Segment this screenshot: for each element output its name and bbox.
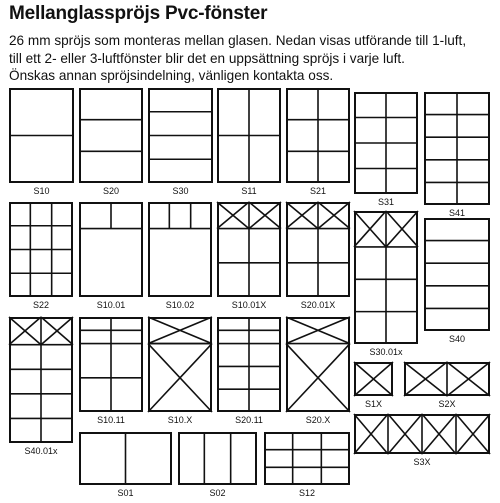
window-frame: [149, 318, 211, 411]
sprojs-panel: [9, 202, 73, 297]
panel-label: S12: [298, 488, 316, 498]
sprojs-diagram: [217, 317, 281, 412]
window-frame: [265, 433, 349, 484]
window-frame: [80, 89, 142, 182]
panel-label: S11: [241, 186, 257, 196]
sprojs-diagram: [148, 317, 212, 412]
sprojs-diagram: [79, 88, 143, 183]
panel-label: S20.X: [305, 415, 331, 425]
sprojs-diagram: [286, 317, 350, 412]
panel-label: S20.01X: [300, 300, 336, 310]
sprojs-panel: [424, 218, 490, 331]
intro-line-2: till ett 2- eller 3-luftfönster blir det en uppsättning spröjs i varje luft.: [9, 50, 405, 66]
panel-label: S2X: [438, 399, 456, 409]
panel-label: S02: [209, 488, 226, 498]
window-frame: [149, 203, 211, 296]
panel-label: S10.02: [165, 300, 195, 310]
sprojs-diagram: [148, 202, 212, 297]
panel-label: S10.01X: [231, 300, 267, 310]
window-frame: [287, 318, 349, 411]
sprojs-diagram: [404, 362, 490, 396]
panel-label: S20.11: [235, 415, 263, 425]
sprojs-panel: [217, 88, 281, 183]
intro-line-1: 26 mm spröjs som monteras mellan glasen. Nedan visas utförande till 1-luft,: [9, 33, 467, 48]
panel-label: S22: [32, 300, 50, 310]
page-title: Mellanglasspröjs Pvc-fönster: [9, 3, 268, 24]
sprojs-panel: [79, 317, 143, 412]
sprojs-diagram: [217, 202, 281, 297]
sprojs-panel: [264, 432, 350, 485]
panel-label: S30.01x: [369, 347, 403, 357]
sprojs-panel: [354, 211, 418, 344]
sprojs-panel: [217, 202, 281, 297]
sprojs-panel: [79, 88, 143, 183]
sprojs-panel: [79, 202, 143, 297]
panel-label: S21: [309, 186, 327, 196]
sprojs-panel: [9, 88, 74, 183]
sprojs-diagram: [148, 88, 213, 183]
sprojs-panel: [286, 88, 350, 183]
sprojs-panel: [217, 317, 281, 412]
sprojs-panel: [424, 92, 490, 205]
panel-label: S10: [33, 186, 50, 196]
sprojs-diagram: [79, 432, 172, 485]
sprojs-diagram: [286, 202, 350, 297]
sprojs-panel: [354, 92, 418, 194]
sprojs-panel: [286, 202, 350, 297]
window-frame: [179, 433, 256, 484]
panel-label: S10.X: [167, 415, 193, 425]
panel-label: S1X: [364, 399, 383, 409]
intro-line-3: Önskas annan spröjsindelning, vänligen kontakta oss.: [9, 68, 334, 83]
sprojs-panel: [404, 362, 490, 396]
panel-label: S31: [377, 197, 395, 207]
sprojs-panel: [354, 414, 490, 454]
sprojs-diagram: [354, 362, 393, 396]
sprojs-diagram: [9, 88, 74, 183]
panel-label: S30: [172, 186, 189, 196]
sprojs-panel: [9, 317, 73, 443]
sprojs-panel: [79, 432, 172, 485]
panel-label: S10.01: [96, 300, 126, 310]
panel-label: S01: [117, 488, 134, 498]
intro-text: [9, 32, 466, 85]
panel-label: S3X: [413, 457, 431, 467]
sprojs-diagram: [217, 88, 281, 183]
sprojs-diagram: [178, 432, 257, 485]
sprojs-panel: [148, 317, 212, 412]
sprojs-diagram: [264, 432, 350, 485]
sprojs-diagram: [424, 92, 490, 205]
sprojs-diagram: [354, 414, 490, 454]
sprojs-diagram: [424, 218, 490, 331]
sprojs-panel: [178, 432, 257, 485]
window-frame: [425, 219, 489, 330]
panel-label: S20: [102, 186, 120, 196]
sprojs-diagram: [354, 92, 418, 194]
sprojs-diagram: [79, 317, 143, 412]
sprojs-diagram: [354, 211, 418, 344]
sprojs-diagram: [9, 317, 73, 443]
sprojs-diagram: [79, 202, 143, 297]
sprojs-panel: [354, 362, 393, 396]
panel-label: S10.11: [97, 415, 125, 425]
panel-label: S40: [448, 334, 466, 344]
sprojs-panel: [286, 317, 350, 412]
panel-label: S41: [448, 208, 466, 218]
sprojs-diagram: [286, 88, 350, 183]
sprojs-panel: [148, 202, 212, 297]
sprojs-panel: [148, 88, 213, 183]
sprojs-diagram: [9, 202, 73, 297]
panel-label: S40.01x: [24, 446, 58, 456]
